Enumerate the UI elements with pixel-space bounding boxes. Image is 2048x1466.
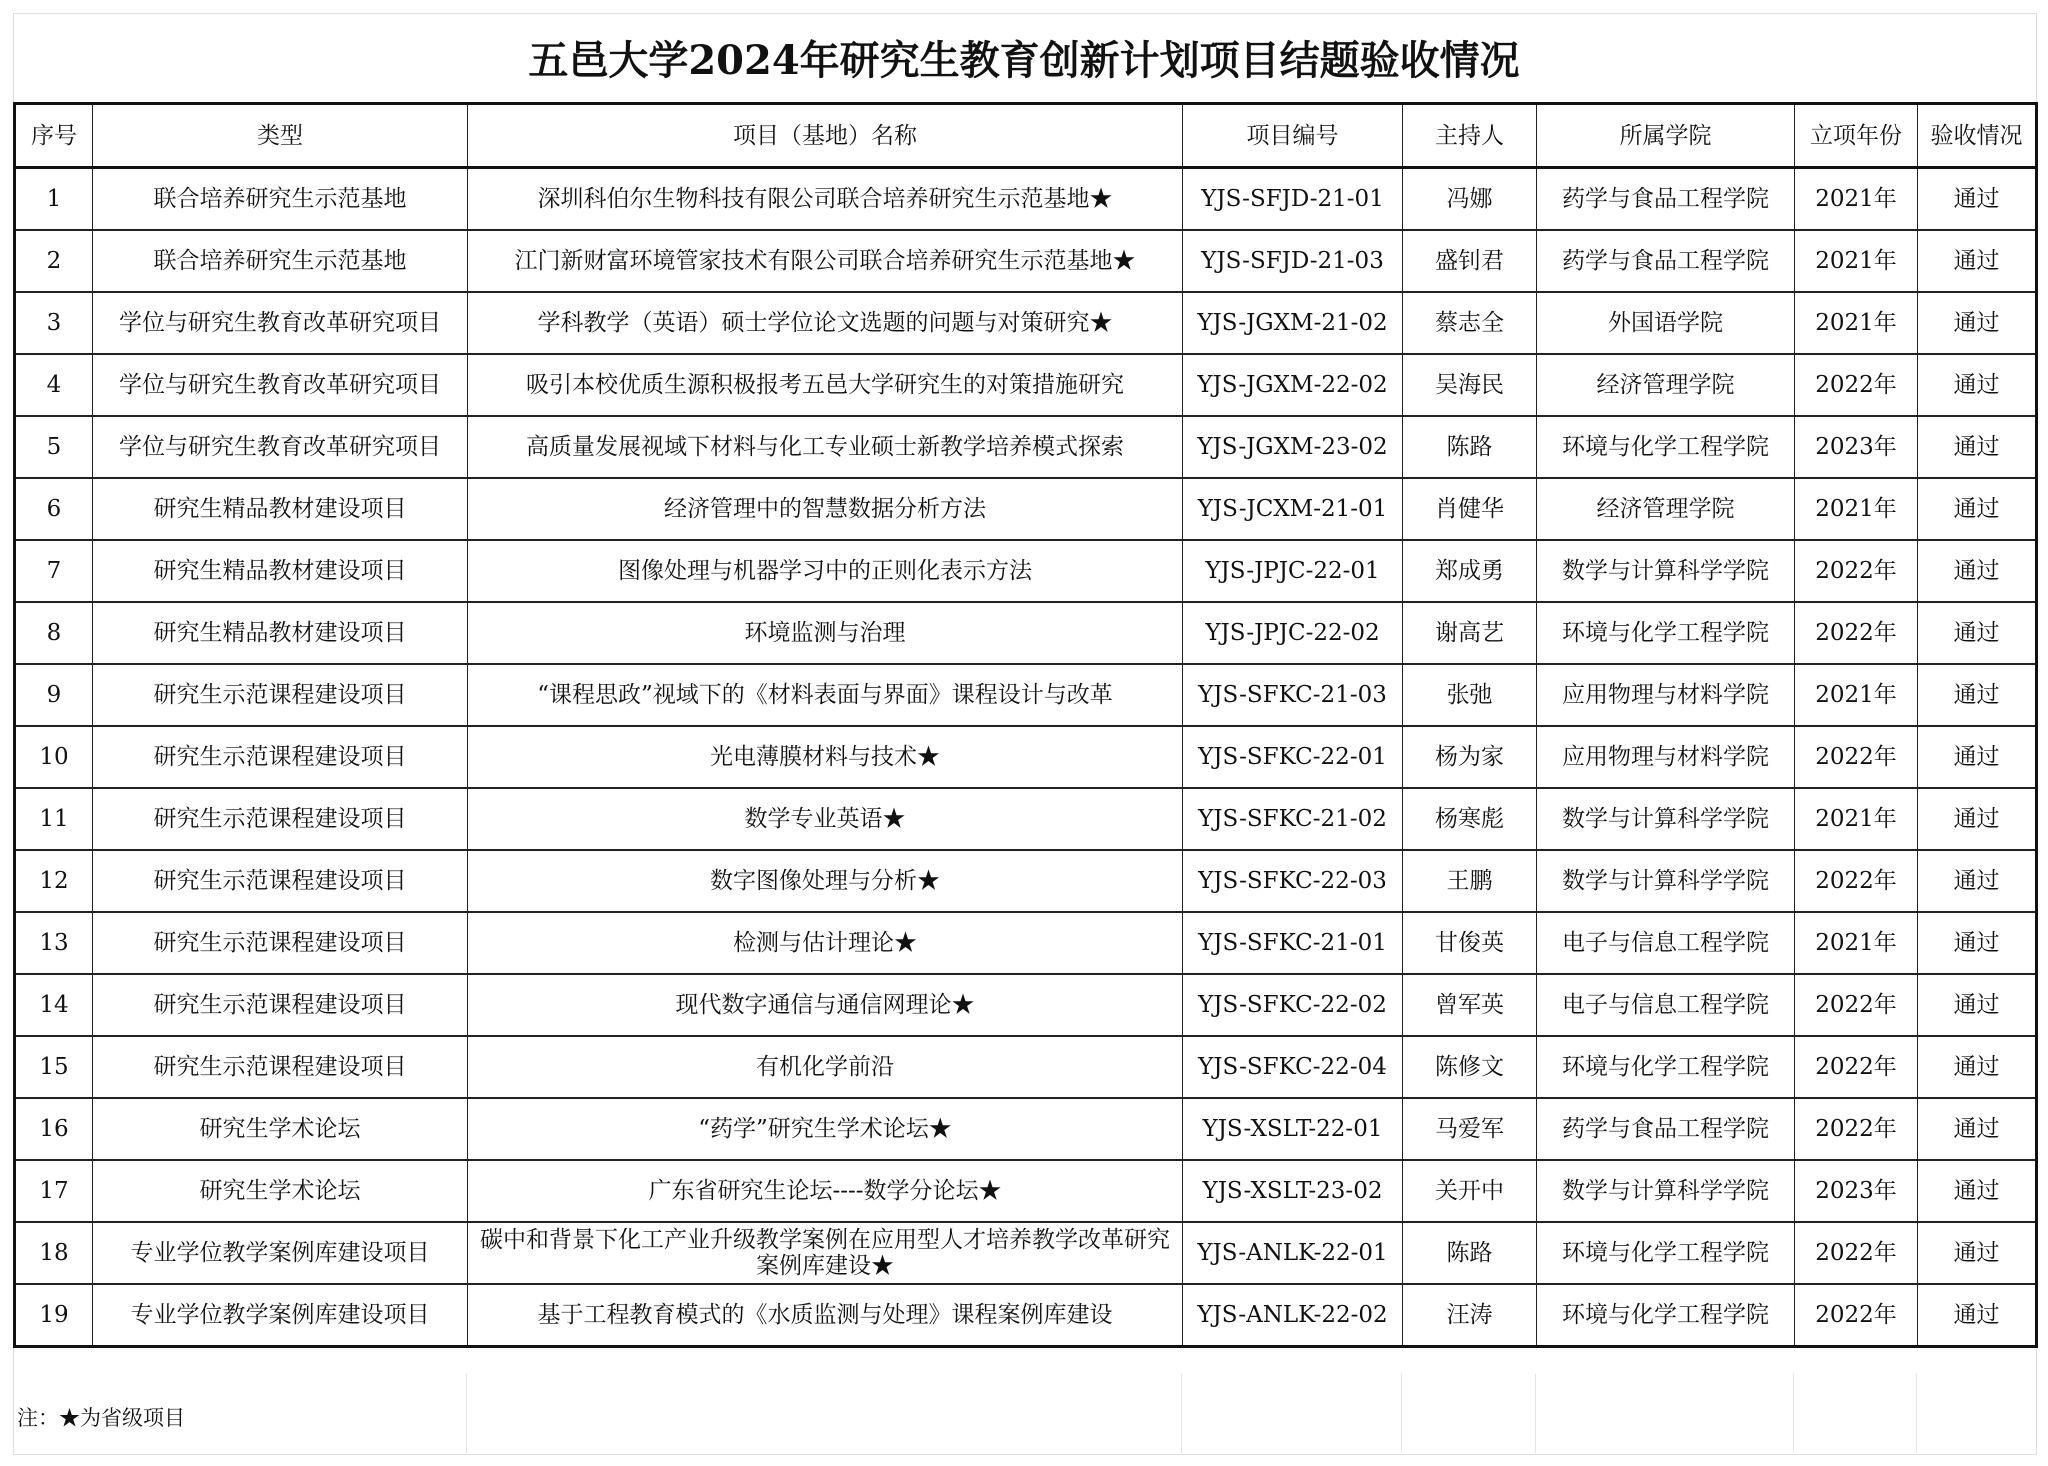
cell-host: 马爱军 [1403, 1098, 1537, 1160]
cell-project-name: 基于工程教育模式的《水质监测与处理》课程案例库建设 [468, 1284, 1183, 1347]
cell-result: 通过 [1918, 540, 2037, 602]
cell-project-code: YJS-SFJD-21-01 [1183, 168, 1403, 231]
table-row [15, 602, 2037, 664]
cell-project-code: YJS-SFKC-21-01 [1183, 912, 1403, 974]
cell-host: 汪涛 [1403, 1284, 1537, 1347]
cell-result: 通过 [1918, 1160, 2037, 1222]
cell-result: 通过 [1918, 912, 2037, 974]
cell-type: 研究生示范课程建设项目 [93, 974, 468, 1036]
cell-type: 研究生示范课程建设项目 [93, 726, 468, 788]
table-row [15, 1036, 2037, 1098]
cell-college: 外国语学院 [1537, 292, 1795, 354]
cell-project-name: 环境监测与治理 [468, 602, 1183, 664]
cell-year: 2021年 [1795, 788, 1918, 850]
footnote: 注：★为省级项目 [17, 1406, 185, 1430]
cell-host: 谢高艺 [1403, 602, 1537, 664]
column-header-project-name: 项目（基地）名称 [468, 104, 1183, 168]
cell-serial: 7 [15, 540, 93, 602]
table-row [15, 1222, 2037, 1284]
cell-project-name: 广东省研究生论坛----数学分论坛★ [468, 1160, 1183, 1222]
cell-host: 蔡志全 [1403, 292, 1537, 354]
cell-year: 2022年 [1795, 1222, 1918, 1284]
table-row [15, 416, 2037, 478]
cell-type: 联合培养研究生示范基地 [93, 230, 468, 292]
cell-college: 数学与计算科学学院 [1537, 788, 1795, 850]
cell-project-name: 江门新财富环境管家技术有限公司联合培养研究生示范基地★ [468, 230, 1183, 292]
cell-year: 2022年 [1795, 602, 1918, 664]
column-header-project-code: 项目编号 [1183, 104, 1403, 168]
cell-host: 杨寒彪 [1403, 788, 1537, 850]
cell-type: 学位与研究生教育改革研究项目 [93, 354, 468, 416]
cell-result: 通过 [1918, 1036, 2037, 1098]
cell-host: 关开中 [1403, 1160, 1537, 1222]
cell-serial: 9 [15, 664, 93, 726]
cell-type: 研究生示范课程建设项目 [93, 912, 468, 974]
cell-year: 2022年 [1795, 1036, 1918, 1098]
cell-year: 2021年 [1795, 292, 1918, 354]
cell-year: 2021年 [1795, 230, 1918, 292]
cell-result: 通过 [1918, 974, 2037, 1036]
cell-host: 杨为家 [1403, 726, 1537, 788]
cell-college: 经济管理学院 [1537, 354, 1795, 416]
cell-serial: 18 [15, 1222, 93, 1284]
cell-project-name: 深圳科伯尔生物科技有限公司联合培养研究生示范基地★ [468, 168, 1183, 231]
cell-year: 2022年 [1795, 974, 1918, 1036]
cell-project-name: “药学”研究生学术论坛★ [468, 1098, 1183, 1160]
cell-year: 2022年 [1795, 850, 1918, 912]
cell-result: 通过 [1918, 230, 2037, 292]
cell-project-code: YJS-JPJC-22-01 [1183, 540, 1403, 602]
cell-type: 研究生学术论坛 [93, 1160, 468, 1222]
cell-project-code: YJS-SFKC-22-03 [1183, 850, 1403, 912]
cell-year: 2023年 [1795, 416, 1918, 478]
cell-college: 环境与化学工程学院 [1537, 1036, 1795, 1098]
cell-type: 专业学位教学案例库建设项目 [93, 1284, 468, 1347]
cell-year: 2021年 [1795, 168, 1918, 231]
project-table [13, 102, 2038, 1348]
cell-college: 环境与化学工程学院 [1537, 602, 1795, 664]
cell-result: 通过 [1918, 354, 2037, 416]
cell-year: 2022年 [1795, 354, 1918, 416]
cell-college: 电子与信息工程学院 [1537, 974, 1795, 1036]
cell-result: 通过 [1918, 168, 2037, 231]
table-row [15, 912, 2037, 974]
cell-project-name: 碳中和背景下化工产业升级教学案例在应用型人才培养教学改革研究案例库建设★ [468, 1222, 1183, 1284]
cell-serial: 1 [15, 168, 93, 231]
cell-project-name: “课程思政”视域下的《材料表面与界面》课程设计与改革 [468, 664, 1183, 726]
cell-project-code: YJS-JGXM-21-02 [1183, 292, 1403, 354]
cell-type: 研究生精品教材建设项目 [93, 540, 468, 602]
cell-college: 药学与食品工程学院 [1537, 230, 1795, 292]
cell-project-name: 现代数字通信与通信网理论★ [468, 974, 1183, 1036]
cell-type: 学位与研究生教育改革研究项目 [93, 416, 468, 478]
cell-type: 研究生学术论坛 [93, 1098, 468, 1160]
cell-project-code: YJS-JGXM-22-02 [1183, 354, 1403, 416]
table-header [15, 104, 2037, 168]
cell-project-name: 光电薄膜材料与技术★ [468, 726, 1183, 788]
cell-type: 研究生示范课程建设项目 [93, 1036, 468, 1098]
cell-project-code: YJS-JGXM-23-02 [1183, 416, 1403, 478]
cell-college: 应用物理与材料学院 [1537, 664, 1795, 726]
page-title: 五邑大学2024年研究生教育创新计划项目结题验收情况 [528, 37, 1520, 84]
cell-college: 药学与食品工程学院 [1537, 1098, 1795, 1160]
cell-type: 专业学位教学案例库建设项目 [93, 1222, 468, 1284]
column-header-type: 类型 [93, 104, 468, 168]
cell-result: 通过 [1918, 850, 2037, 912]
cell-college: 经济管理学院 [1537, 478, 1795, 540]
table-row [15, 788, 2037, 850]
footer-row [13, 1374, 2035, 1453]
cell-serial: 19 [15, 1284, 93, 1347]
cell-serial: 8 [15, 602, 93, 664]
cell-serial: 5 [15, 416, 93, 478]
cell-project-name: 高质量发展视域下材料与化工专业硕士新教学培养模式探索 [468, 416, 1183, 478]
cell-type: 研究生示范课程建设项目 [93, 664, 468, 726]
cell-project-name: 数字图像处理与分析★ [468, 850, 1183, 912]
cell-year: 2021年 [1795, 478, 1918, 540]
cell-host: 陈路 [1403, 1222, 1537, 1284]
cell-type: 学位与研究生教育改革研究项目 [93, 292, 468, 354]
table-row [15, 1098, 2037, 1160]
cell-host: 王鹏 [1403, 850, 1537, 912]
cell-result: 通过 [1918, 292, 2037, 354]
cell-result: 通过 [1918, 1098, 2037, 1160]
cell-host: 陈路 [1403, 416, 1537, 478]
cell-result: 通过 [1918, 478, 2037, 540]
cell-project-code: YJS-XSLT-23-02 [1183, 1160, 1403, 1222]
cell-project-code: YJS-JPJC-22-02 [1183, 602, 1403, 664]
cell-project-name: 经济管理中的智慧数据分析方法 [468, 478, 1183, 540]
cell-result: 通过 [1918, 602, 2037, 664]
cell-year: 2021年 [1795, 912, 1918, 974]
cell-result: 通过 [1918, 664, 2037, 726]
cell-result: 通过 [1918, 788, 2037, 850]
cell-college: 数学与计算科学学院 [1537, 850, 1795, 912]
cell-result: 通过 [1918, 726, 2037, 788]
cell-host: 陈修文 [1403, 1036, 1537, 1098]
cell-serial: 6 [15, 478, 93, 540]
cell-result: 通过 [1918, 1222, 2037, 1284]
cell-host: 甘俊英 [1403, 912, 1537, 974]
cell-result: 通过 [1918, 416, 2037, 478]
cell-year: 2022年 [1795, 540, 1918, 602]
table-row [15, 354, 2037, 416]
table-row [15, 974, 2037, 1036]
cell-host: 郑成勇 [1403, 540, 1537, 602]
cell-college: 环境与化学工程学院 [1537, 416, 1795, 478]
table-row [15, 292, 2037, 354]
cell-serial: 4 [15, 354, 93, 416]
cell-project-code: YJS-XSLT-22-01 [1183, 1098, 1403, 1160]
cell-serial: 17 [15, 1160, 93, 1222]
cell-host: 张弛 [1403, 664, 1537, 726]
cell-host: 冯娜 [1403, 168, 1537, 231]
cell-project-name: 吸引本校优质生源积极报考五邑大学研究生的对策措施研究 [468, 354, 1183, 416]
column-header-serial: 序号 [15, 104, 93, 168]
cell-year: 2022年 [1795, 1284, 1918, 1347]
column-header-year: 立项年份 [1795, 104, 1918, 168]
cell-serial: 15 [15, 1036, 93, 1098]
cell-serial: 13 [15, 912, 93, 974]
cell-college: 药学与食品工程学院 [1537, 168, 1795, 231]
cell-project-code: YJS-SFKC-21-03 [1183, 664, 1403, 726]
table-row [15, 664, 2037, 726]
cell-year: 2022年 [1795, 1098, 1918, 1160]
column-header-college: 所属学院 [1537, 104, 1795, 168]
cell-serial: 2 [15, 230, 93, 292]
cell-serial: 14 [15, 974, 93, 1036]
cell-type: 研究生示范课程建设项目 [93, 788, 468, 850]
table-row [15, 1160, 2037, 1222]
cell-college: 环境与化学工程学院 [1537, 1222, 1795, 1284]
cell-serial: 16 [15, 1098, 93, 1160]
cell-project-code: YJS-SFKC-22-02 [1183, 974, 1403, 1036]
cell-project-name: 学科教学（英语）硕士学位论文选题的问题与对策研究★ [468, 292, 1183, 354]
cell-college: 电子与信息工程学院 [1537, 912, 1795, 974]
cell-result: 通过 [1918, 1284, 2037, 1347]
table-row [15, 850, 2037, 912]
cell-host: 吴海民 [1403, 354, 1537, 416]
cell-host: 盛钊君 [1403, 230, 1537, 292]
table-row [15, 540, 2037, 602]
cell-serial: 3 [15, 292, 93, 354]
cell-type: 研究生精品教材建设项目 [93, 478, 468, 540]
table-row [15, 726, 2037, 788]
table-row [15, 168, 2037, 231]
cell-project-code: YJS-SFKC-22-04 [1183, 1036, 1403, 1098]
cell-type: 研究生精品教材建设项目 [93, 602, 468, 664]
cell-project-code: YJS-ANLK-22-02 [1183, 1284, 1403, 1347]
cell-college: 数学与计算科学学院 [1537, 540, 1795, 602]
cell-project-code: YJS-SFJD-21-03 [1183, 230, 1403, 292]
cell-project-name: 图像处理与机器学习中的正则化表示方法 [468, 540, 1183, 602]
cell-project-code: YJS-SFKC-21-02 [1183, 788, 1403, 850]
cell-serial: 12 [15, 850, 93, 912]
cell-project-name: 数学专业英语★ [468, 788, 1183, 850]
cell-serial: 10 [15, 726, 93, 788]
cell-college: 数学与计算科学学院 [1537, 1160, 1795, 1222]
column-header-result: 验收情况 [1918, 104, 2037, 168]
cell-type: 联合培养研究生示范基地 [93, 168, 468, 231]
cell-year: 2021年 [1795, 664, 1918, 726]
cell-year: 2022年 [1795, 726, 1918, 788]
cell-college: 环境与化学工程学院 [1537, 1284, 1795, 1347]
table-row [15, 478, 2037, 540]
cell-project-code: YJS-SFKC-22-01 [1183, 726, 1403, 788]
cell-host: 肖健华 [1403, 478, 1537, 540]
table-row [15, 1284, 2037, 1347]
table-row [15, 230, 2037, 292]
cell-college: 应用物理与材料学院 [1537, 726, 1795, 788]
cell-project-name: 检测与估计理论★ [468, 912, 1183, 974]
cell-project-name: 有机化学前沿 [468, 1036, 1183, 1098]
column-header-host: 主持人 [1403, 104, 1537, 168]
cell-type: 研究生示范课程建设项目 [93, 850, 468, 912]
cell-project-code: YJS-JCXM-21-01 [1183, 478, 1403, 540]
cell-year: 2023年 [1795, 1160, 1918, 1222]
cell-serial: 11 [15, 788, 93, 850]
cell-host: 曾军英 [1403, 974, 1537, 1036]
cell-project-code: YJS-ANLK-22-01 [1183, 1222, 1403, 1284]
